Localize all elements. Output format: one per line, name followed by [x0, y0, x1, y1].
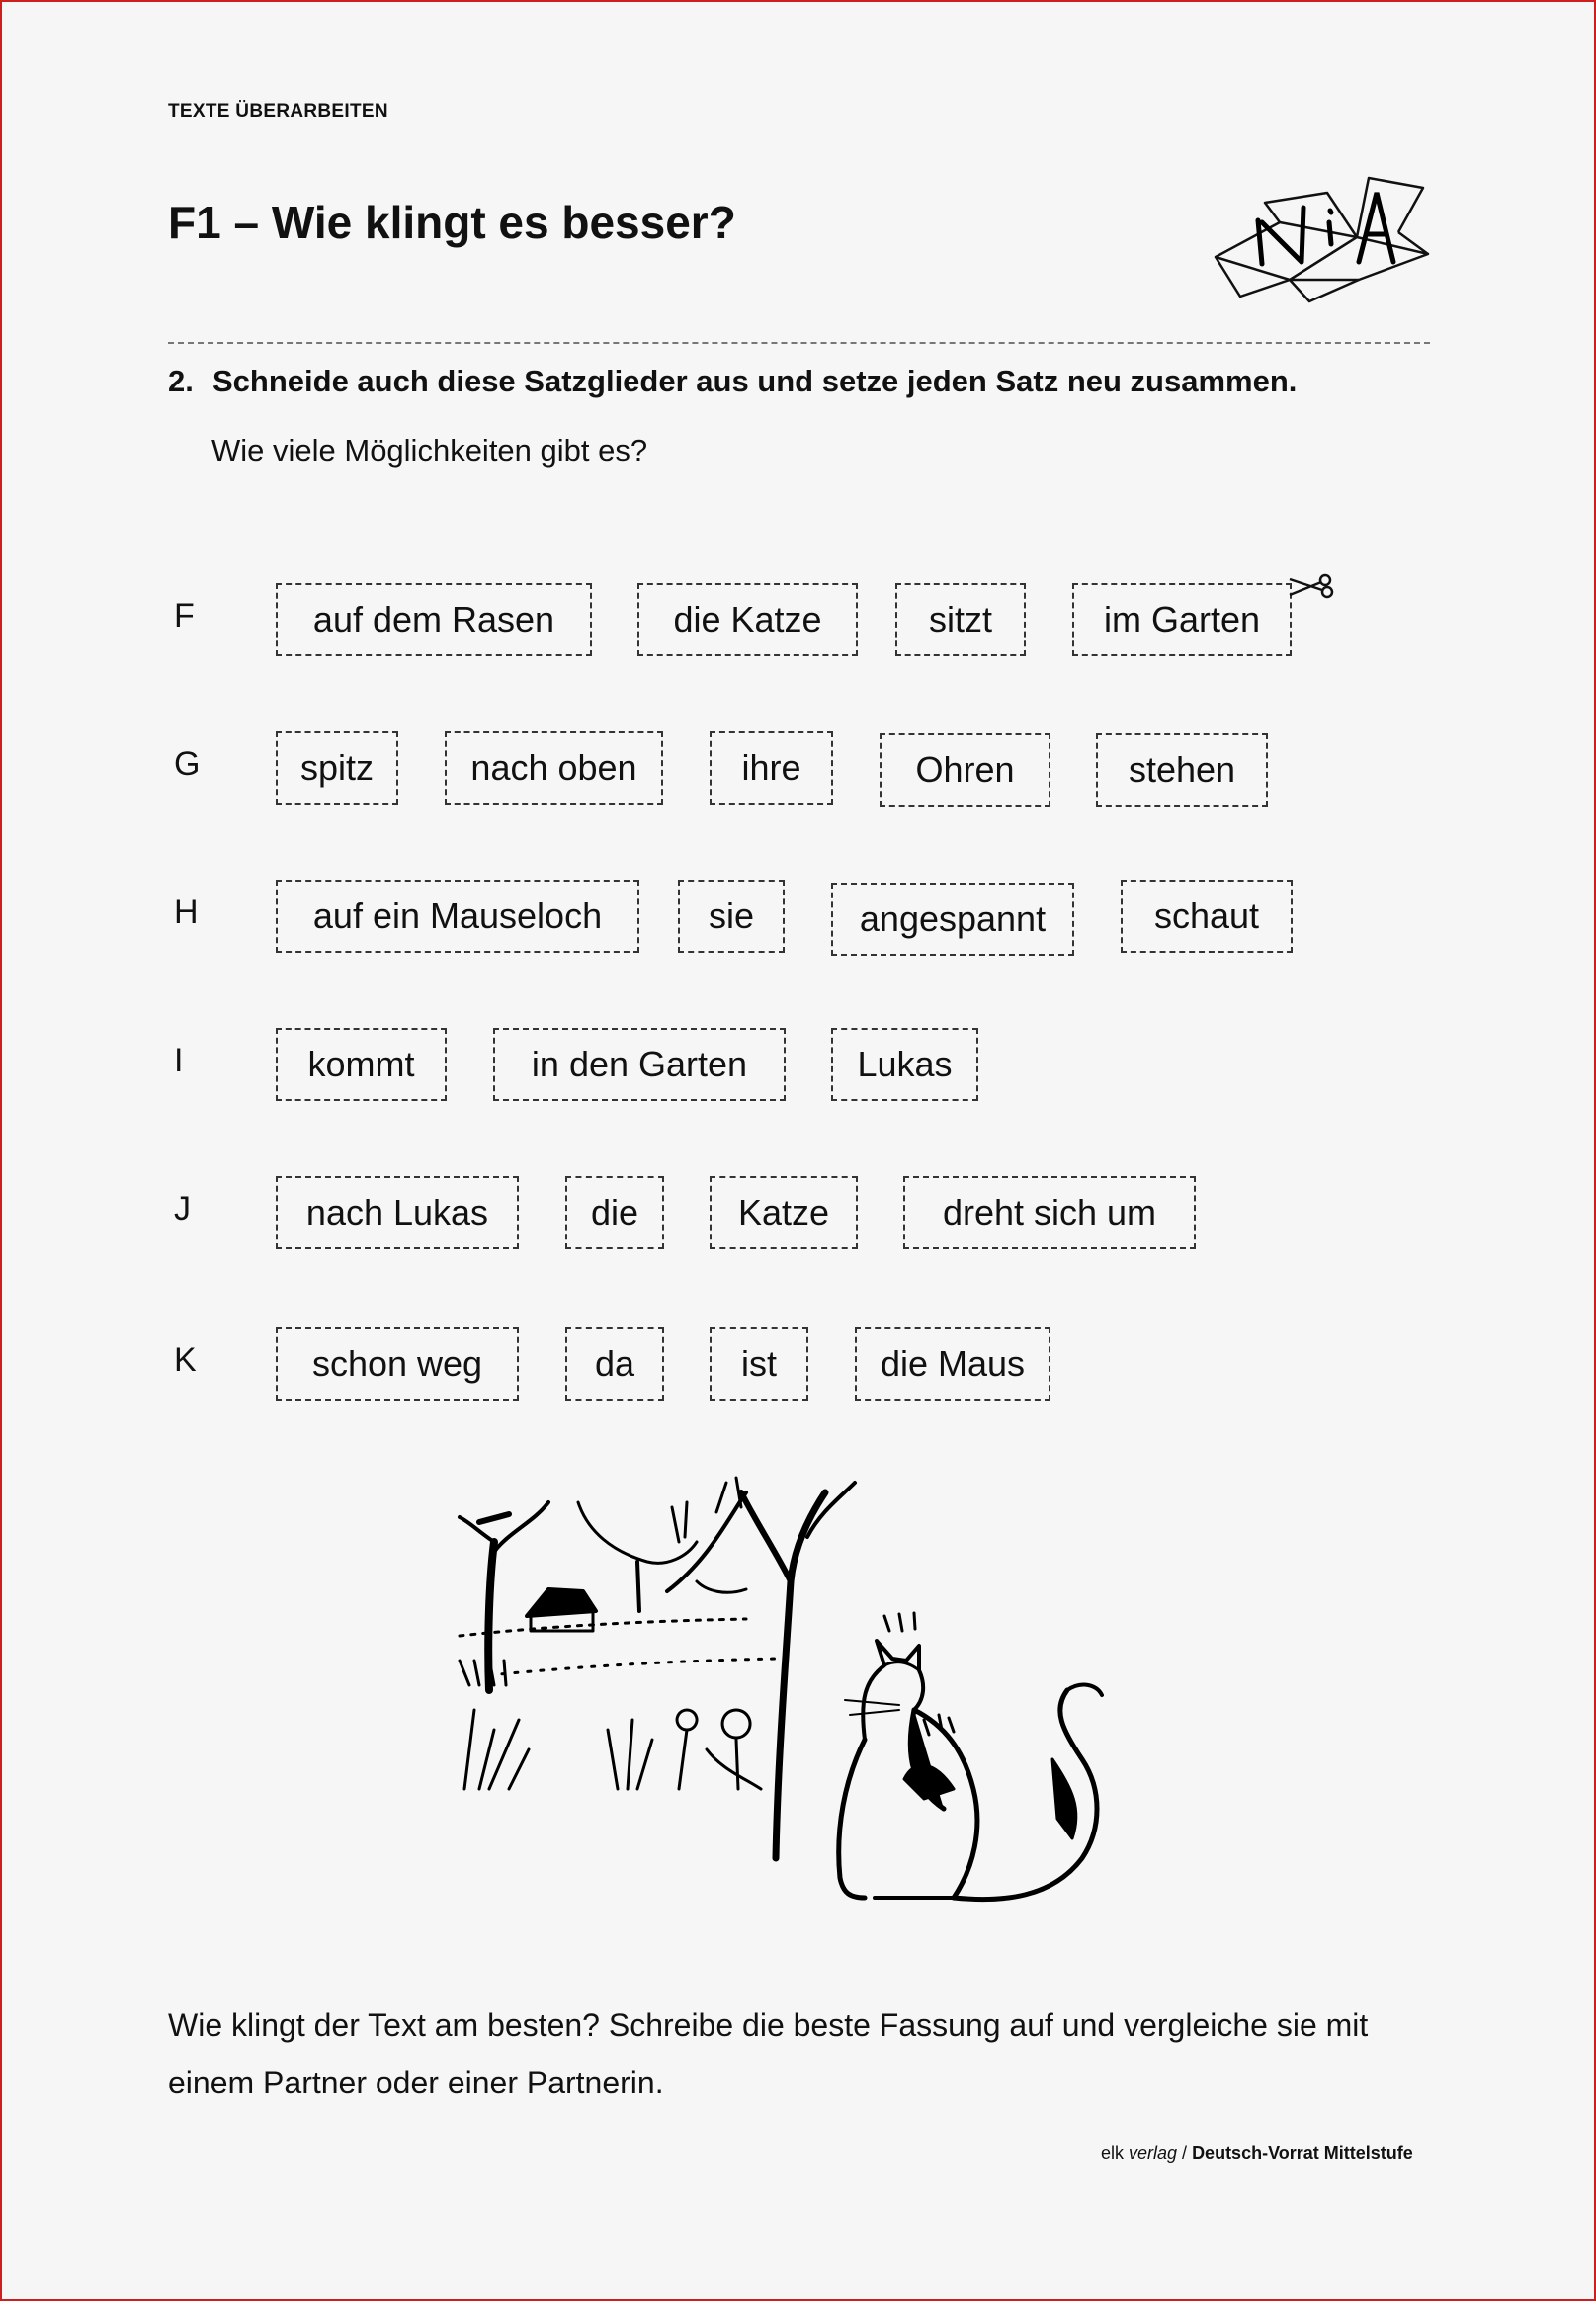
phrase-card[interactable]: kommt	[276, 1028, 447, 1101]
phrase-card[interactable]: die	[565, 1176, 664, 1249]
phrase-card[interactable]: sitzt	[895, 583, 1026, 656]
phrase-card[interactable]: die Maus	[855, 1327, 1050, 1401]
row-letter-j: J	[174, 1190, 191, 1228]
task-text: Schneide auch diese Satzglieder aus und setze jeden Satz neu zusammen.	[212, 364, 1298, 398]
row-letter-k: K	[174, 1341, 197, 1379]
phrase-card[interactable]: die Katze	[637, 583, 858, 656]
phrase-card[interactable]: auf dem Rasen	[276, 583, 592, 656]
row-letter-h: H	[174, 894, 199, 931]
closing-instruction: Wie klingt der Text am besten? Schreibe die beste Fassung auf und vergleiche sie mit einem Partner oder einer Partnerin.	[168, 2007, 1369, 2100]
phrase-card[interactable]: Katze	[710, 1176, 858, 1249]
section-label: TEXTE ÜBERARBEITEN	[168, 101, 388, 122]
task-instruction	[168, 364, 1297, 399]
phrase-card[interactable]: spitz	[276, 731, 398, 805]
row-letter-f: F	[174, 597, 195, 635]
nia-box-logo-icon	[1211, 163, 1438, 311]
phrase-card[interactable]: ihre	[710, 731, 833, 805]
phrase-card[interactable]: im Garten	[1072, 583, 1292, 656]
phrase-card[interactable]: schon weg	[276, 1327, 519, 1401]
phrase-card[interactable]: angespannt	[831, 883, 1074, 956]
task-question: Wie viele Möglichkeiten gibt es?	[211, 433, 648, 468]
book-title: Deutsch-Vorrat Mittelstufe	[1192, 2143, 1413, 2163]
publisher-footer	[1101, 2143, 1413, 2164]
publisher-brand: verlag	[1129, 2143, 1178, 2163]
publisher-prefix: elk	[1101, 2143, 1130, 2163]
phrase-card[interactable]: sie	[678, 880, 785, 953]
phrase-card[interactable]: da	[565, 1327, 664, 1401]
phrase-card[interactable]: dreht sich um	[903, 1176, 1196, 1249]
phrase-card[interactable]: ist	[710, 1327, 808, 1401]
phrase-card[interactable]: nach Lukas	[276, 1176, 519, 1249]
phrase-card[interactable]: Lukas	[831, 1028, 978, 1101]
phrase-card[interactable]: nach oben	[445, 731, 663, 805]
page-title: F1 – Wie klingt es besser?	[168, 197, 736, 248]
row-letter-g: G	[174, 745, 201, 783]
phrase-card[interactable]: Ohren	[880, 733, 1050, 807]
cat-in-garden-illustration	[450, 1463, 1191, 1942]
phrase-card[interactable]: schaut	[1121, 880, 1293, 953]
task-number: 2.	[168, 364, 194, 398]
phrase-card[interactable]: auf ein Mauseloch	[276, 880, 639, 953]
row-letter-i: I	[174, 1042, 184, 1079]
scissors-icon	[1288, 571, 1337, 601]
phrase-card[interactable]: stehen	[1096, 733, 1268, 807]
footer-separator: /	[1177, 2143, 1193, 2163]
phrase-card[interactable]: in den Garten	[493, 1028, 786, 1101]
dashed-divider	[168, 342, 1430, 344]
